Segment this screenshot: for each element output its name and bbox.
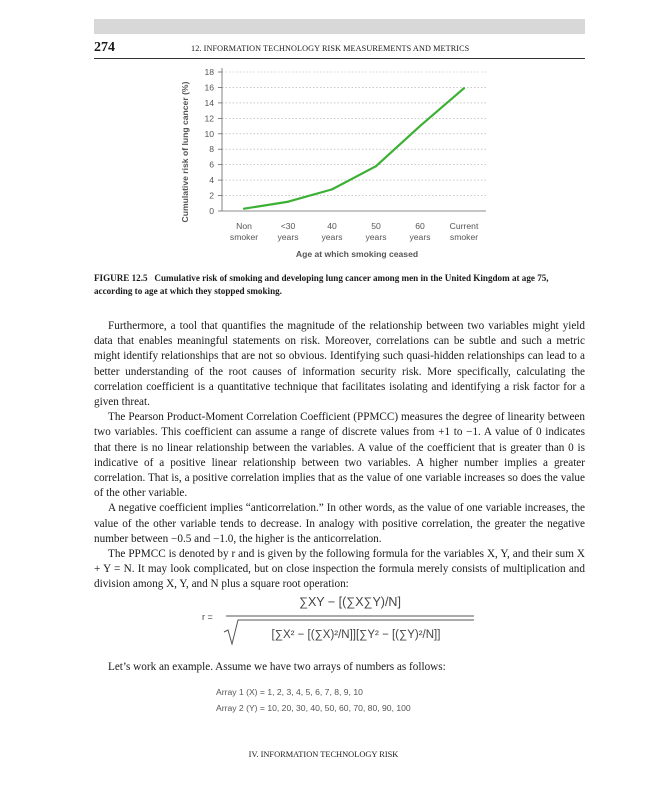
figure-label: FIGURE 12.5: [94, 273, 148, 283]
x-tick-label: years: [409, 232, 431, 242]
running-head: 12. INFORMATION TECHNOLOGY RISK MEASUREMENTS AND METRICS: [191, 44, 470, 53]
array-2: Array 2 (Y) = 10, 20, 30, 40, 50, 60, 70, 80, 90, 100: [216, 703, 411, 713]
x-tick-label: Current: [449, 221, 479, 231]
example-intro: Let’s work an example. Assume we have two arrays of numbers as follows:: [108, 661, 446, 673]
paragraph: Furthermore, a tool that quantifies the magnitude of the relationship between two variables might yield data that enables meaningful statements on risk. Moreover, correlations can be subtle and such a metric might identify relationships that are not so obvious. Identifying such quasi-hidden relationships can lead to a better understanding of the root causes of information security risk. More specifically, calculating the correlation coefficient is a quantitative technique that facilitates isolating and identifying a risk factor for a given threat.: [94, 320, 585, 409]
paragraph: The Pearson Product-Moment Correlation Coefficient (PPMCC) measures the degree of linearity between two variables. This coefficient can assume a range of discrete values from +1 to −1. A value of 0 indicates that there is no linear relationship between the variables. A value of the coefficient that is greater than 0 is indicative of a positive linear relationship between two variables. A higher number implies a greater correlation. That is, a positive correlation implies that as the value of one variable increases so does the value of the other variable.: [94, 411, 585, 500]
array-1: Array 1 (X) = 1, 2, 3, 4, 5, 6, 7, 8, 9, 10: [216, 687, 363, 697]
x-axis-label: Age at which smoking ceased: [295, 249, 419, 259]
page-number: 274: [94, 40, 115, 55]
x-tick-label: 50: [371, 221, 381, 231]
series-line: [244, 88, 464, 208]
x-tick-label: years: [277, 232, 299, 242]
paragraph: A negative coefficient implies “anticorrelation.” In other words, as the value of one variable increases, the value of the other variable tends to decrease. In analogy with positive correlation, the greater the negative number between −0.5 and −1.0, the higher is the anticorrelation.: [94, 502, 585, 545]
x-tick-label: <30: [280, 221, 296, 231]
header-rule: [94, 58, 585, 59]
x-tick-label: 40: [327, 221, 337, 231]
header-shade-bar: [94, 19, 585, 34]
example-arrays: [216, 684, 411, 716]
paragraph: The PPMCC is denoted by r and is given by the following formula for the variables X, Y, and their sum X + Y = N. It may look complicated, but on close inspection the formula merely consists of multiplication and division among X, Y, and N plus a square root operation:: [94, 548, 585, 591]
data-point: [287, 201, 289, 203]
data-point: [419, 125, 421, 127]
y-tick-label: 0: [209, 206, 214, 216]
figure-caption-text: Cumulative risk of smoking and developing lung cancer among men in the United Kingdom at age 75, according to age at which they stopped smoking.: [94, 273, 549, 296]
figure-caption: [94, 272, 585, 298]
x-tick-label: smoker: [449, 232, 479, 242]
data-point: [463, 87, 465, 89]
y-tick-label: 14: [204, 97, 214, 108]
x-tick-label: Non: [236, 221, 252, 231]
formula-denominator: [∑X² − [(∑X)²/N]][∑Y² − [(∑Y)²/N]]: [271, 629, 441, 641]
y-tick-label: 6: [209, 159, 214, 170]
y-tick-label: 10: [204, 128, 214, 139]
chart-series: [243, 87, 465, 210]
data-point: [375, 165, 377, 167]
formula-numerator: ∑XY − [(∑X∑Y)/N]: [299, 595, 401, 609]
page-footer: IV. INFORMATION TECHNOLOGY RISK: [248, 750, 399, 759]
y-tick-label: 16: [204, 82, 214, 93]
formula-lhs: r =: [202, 612, 213, 622]
line-chart: [170, 60, 500, 270]
data-point: [331, 188, 333, 190]
y-tick-label: 18: [204, 67, 214, 77]
chart-x-ticks: [230, 221, 479, 242]
y-tick-label: 4: [209, 175, 214, 186]
x-tick-label: 60: [415, 221, 425, 231]
chart-y-ticks: [204, 67, 214, 216]
x-tick-label: smoker: [229, 232, 259, 242]
data-point: [243, 208, 245, 210]
y-axis-label: Cumulative risk of lung cancer (%): [180, 81, 190, 223]
x-tick-label: years: [321, 232, 343, 242]
y-tick-label: 12: [204, 113, 214, 124]
chart-axes: [218, 68, 486, 211]
ppmcc-formula: [94, 586, 585, 648]
body-text: [94, 319, 585, 593]
x-tick-label: years: [365, 232, 387, 242]
y-tick-label: 2: [209, 190, 214, 201]
y-tick-label: 8: [209, 144, 214, 155]
